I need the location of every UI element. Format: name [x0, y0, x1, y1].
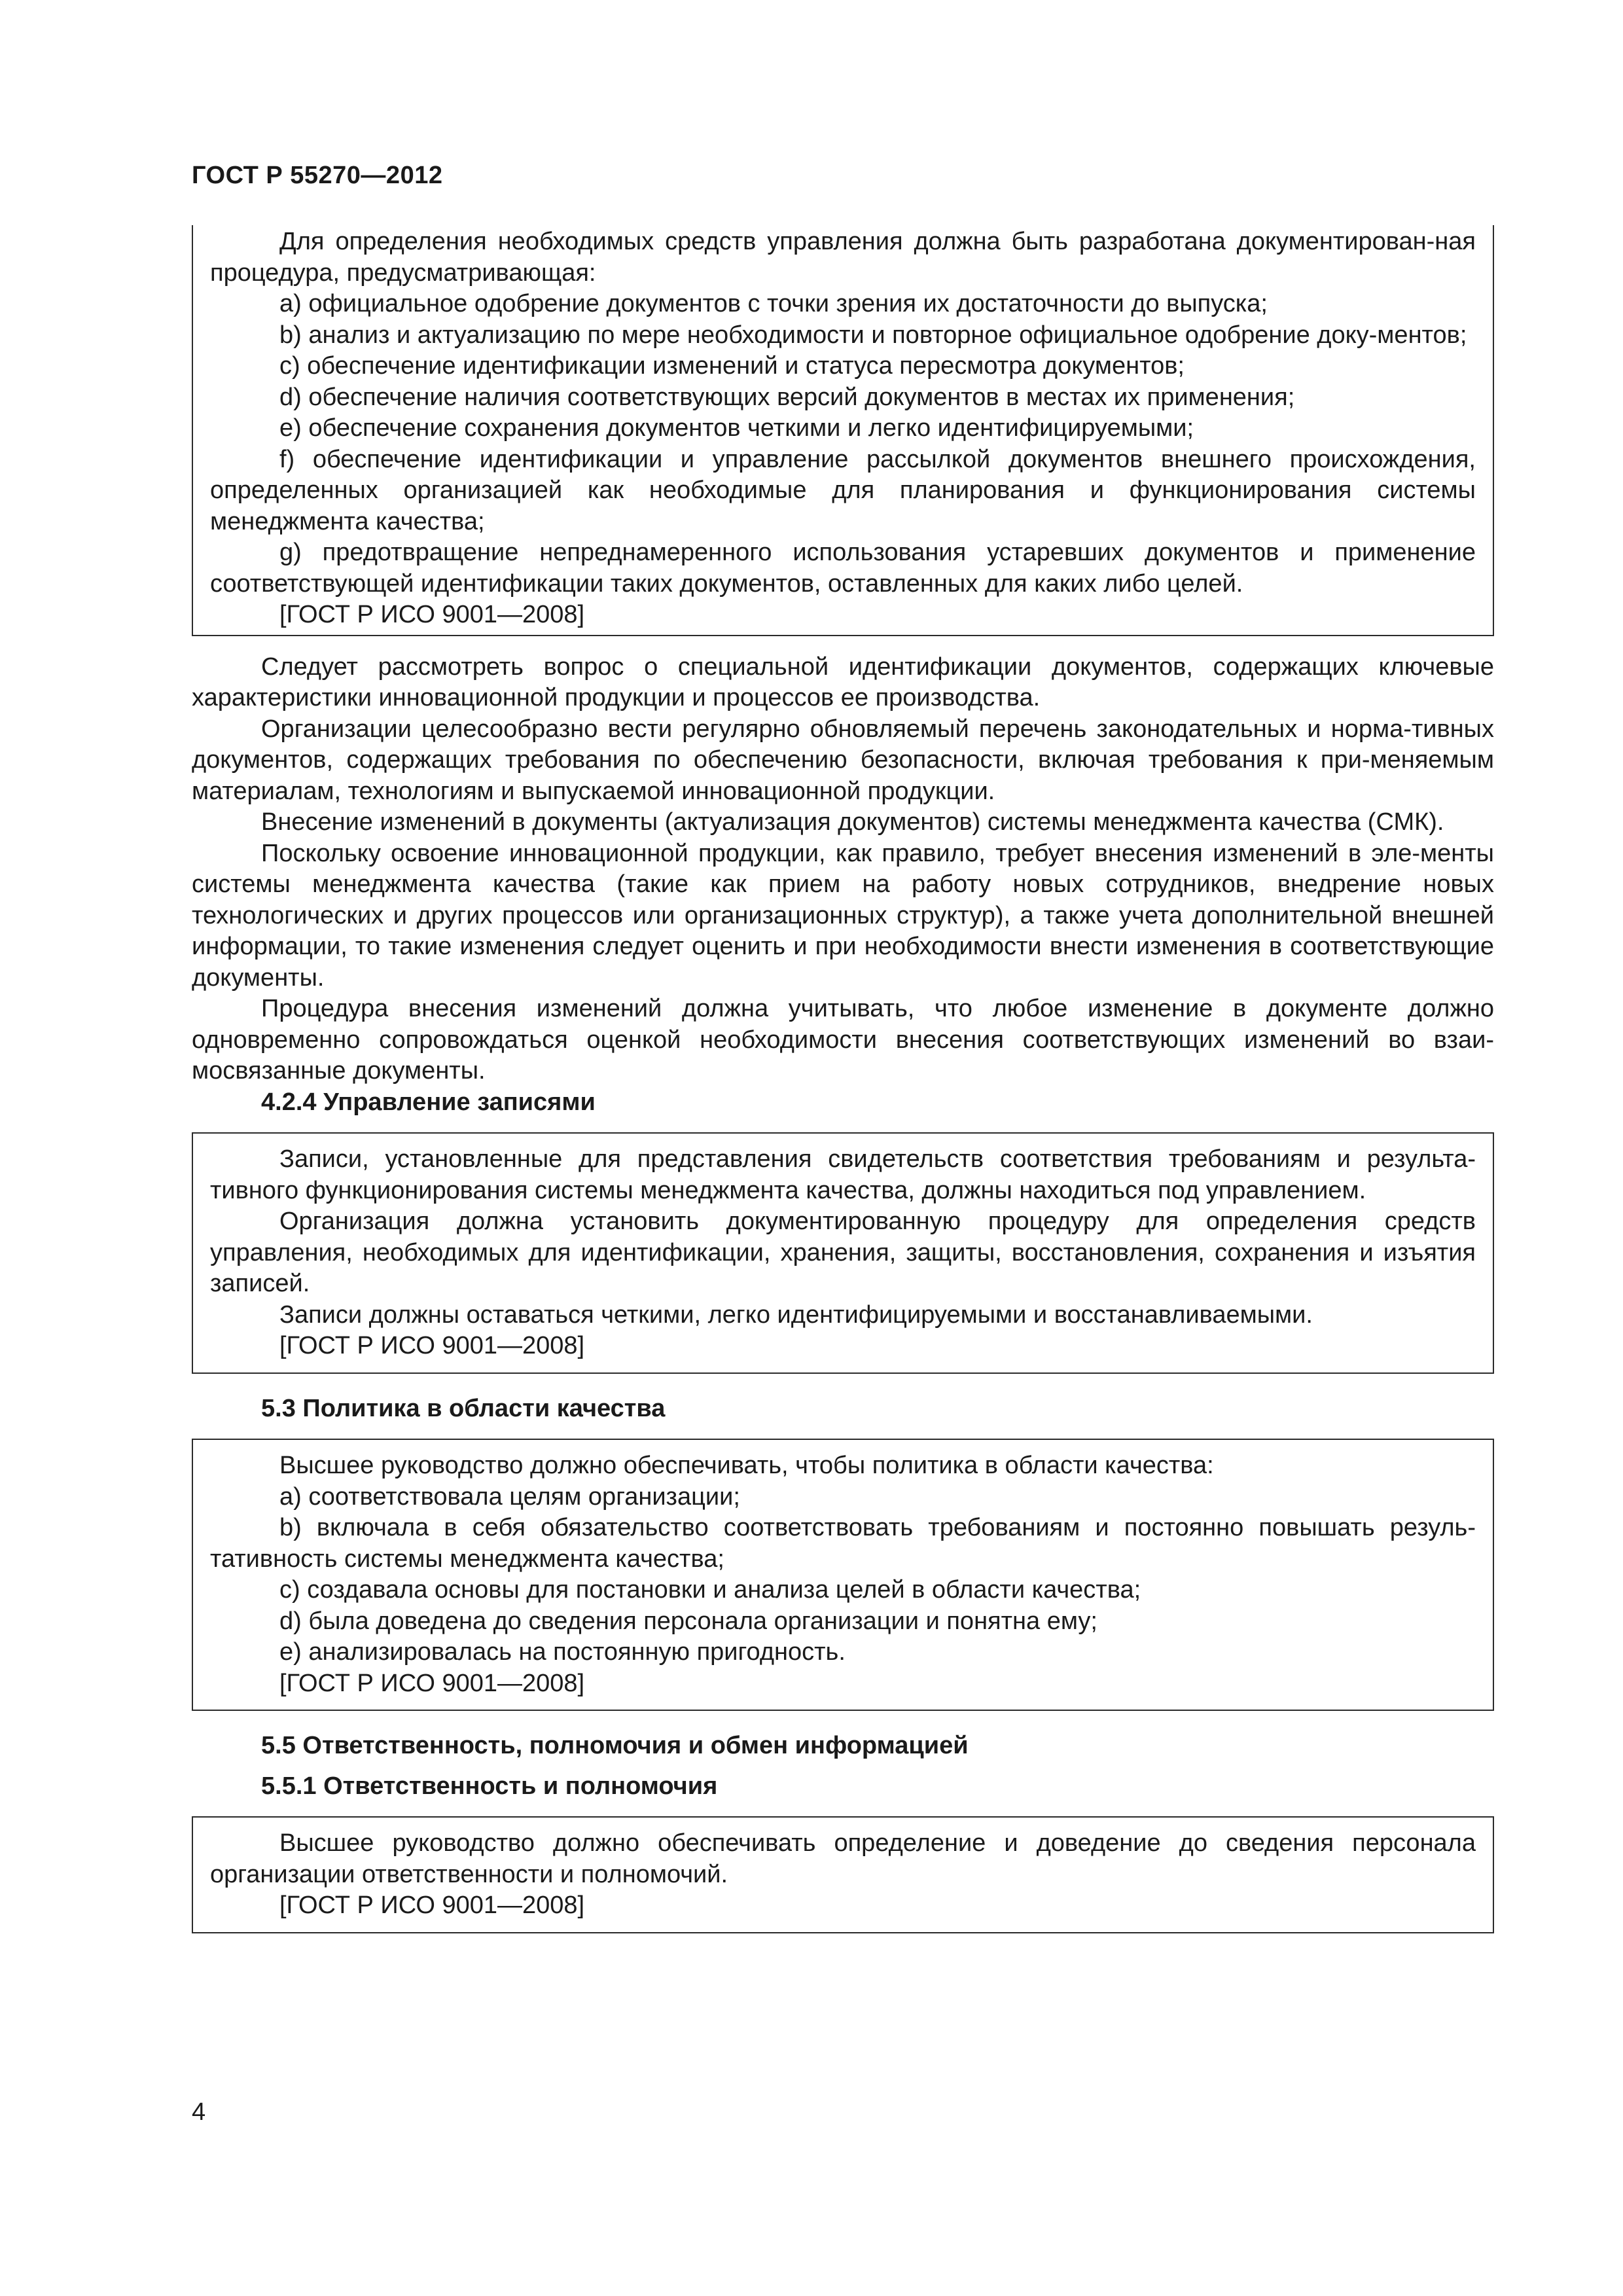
- list-item: b) анализ и актуализацию по мере необходимости и повторное официальное одобрение доку-ментов;: [279, 321, 1467, 349]
- section-heading-5-3: 5.3 Политика в области качества: [261, 1394, 666, 1422]
- list-item: d) обеспечение наличия соответствующих версий документов в местах их применения;: [279, 383, 1295, 411]
- standard-reference: [ГОСТ Р ИСО 9001—2008]: [279, 1332, 585, 1359]
- box-intro: Для определения необходимых средств управления должна быть разработана документирован-ная процедура, предусматривающая:: [210, 228, 1476, 287]
- list-item: а) соответствовала целям организации;: [279, 1482, 740, 1511]
- body-paragraph: Поскольку освоение инновационной продукции, как правило, требует внесения изменений в эле-менты системы менеджмента качества (такие как прием на работу новых сотрудников, внедрение новых технологических и других процессов или организационных структур), а также учета дополнительной внешней информации, то такие изменения следует оценить и при необходимости внести изменения в соответствующие документы.: [192, 839, 1494, 992]
- body-paragraph: Внесение изменений в документы (актуализация документов) системы менеджмента качества (СМК).: [261, 808, 1444, 836]
- list-item: f) обеспечение идентификации и управление рассылкой документов внешнего происхождения, определенных организацией как необходимые для планирования и функционирования системы менеджмента качества;: [210, 445, 1476, 535]
- body-paragraph: Следует рассмотреть вопрос о специальной идентификации документов, содержащих ключевые характеристики инновационной продукции и процессов ее производства.: [192, 653, 1494, 711]
- standard-code-header: ГОСТ Р 55270—2012: [192, 162, 443, 189]
- list-item: g) предотвращение непреднамеренного использования устаревших документов и применение соответствующей идентификации таких документов, оставленных для каких либо целей.: [210, 539, 1476, 598]
- section-heading-5-5: 5.5 Ответственность, полномочия и обмен информацией: [261, 1732, 969, 1759]
- body-paragraph: Организации целесообразно вести регулярно обновляемый перечень законодательных и норма-тивных документов, содержащих требования по обеспечению безопасности, включая требования к при-меняемым материалам, технологиям и выпускаемой инновационной продукции.: [192, 715, 1494, 805]
- standard-reference: [ГОСТ Р ИСО 9001—2008]: [279, 1669, 585, 1697]
- list-item: а) официальное одобрение документов с точки зрения их достаточности до выпуска;: [279, 290, 1268, 317]
- list-item: с) обеспечение идентификации изменений и статуса пересмотра документов;: [279, 352, 1185, 380]
- quote-box-quality-policy: [192, 1439, 1494, 1711]
- standard-reference: [ГОСТ Р ИСО 9001—2008]: [279, 1892, 585, 1919]
- quote-box-document-control: [192, 225, 1494, 636]
- list-item: b) включала в себя обязательство соответствовать требованиям и постоянно повышать резуль-тативность системы менеджмента качества;: [210, 1514, 1476, 1573]
- page-content: [192, 225, 1494, 1933]
- section-heading-5-5-1: 5.5.1 Ответственность и полномочия: [261, 1772, 718, 1800]
- list-item: с) создавала основы для постановки и анализа целей в области качества;: [279, 1576, 1141, 1604]
- quote-box-records-control: [192, 1132, 1494, 1374]
- box-paragraph: Записи, установленные для представления свидетельств соответствия требованиям и результа-тивного функционирования системы менеджмента качества, должны находиться под управлением.: [210, 1145, 1476, 1204]
- list-item: е) обеспечение сохранения документов четкими и легко идентифицируемыми;: [279, 414, 1194, 442]
- quote-box-responsibility: [192, 1816, 1494, 1933]
- list-item: d) была доведена до сведения персонала организации и понятна ему;: [279, 1607, 1097, 1635]
- section-heading-4-2-4: 4.2.4 Управление записями: [261, 1088, 596, 1116]
- standard-reference: [ГОСТ Р ИСО 9001—2008]: [279, 601, 585, 628]
- box-paragraph: Записи должны оставаться четкими, легко идентифицируемыми и восстанавливаемыми.: [279, 1300, 1313, 1329]
- box-paragraph: Организация должна установить документированную процедуру для определения средств управления, необходимых для идентификации, хранения, защиты, восстановления, сохранения и изъятия записей.: [210, 1208, 1476, 1297]
- box-intro: Высшее руководство должно обеспечивать, чтобы политика в области качества:: [279, 1452, 1214, 1479]
- page-number: 4: [192, 2098, 206, 2126]
- list-item: е) анализировалась на постоянную пригодность.: [279, 1638, 846, 1666]
- body-paragraph: Процедура внесения изменений должна учитывать, что любое изменение в документе должно одновременно сопровождаться оценкой необходимости внесения соответствующих изменений во взаи-мосвязанные документы.: [192, 995, 1494, 1085]
- box-paragraph: Высшее руководство должно обеспечивать определение и доведение до сведения персонала организации ответственности и полномочий.: [210, 1829, 1476, 1888]
